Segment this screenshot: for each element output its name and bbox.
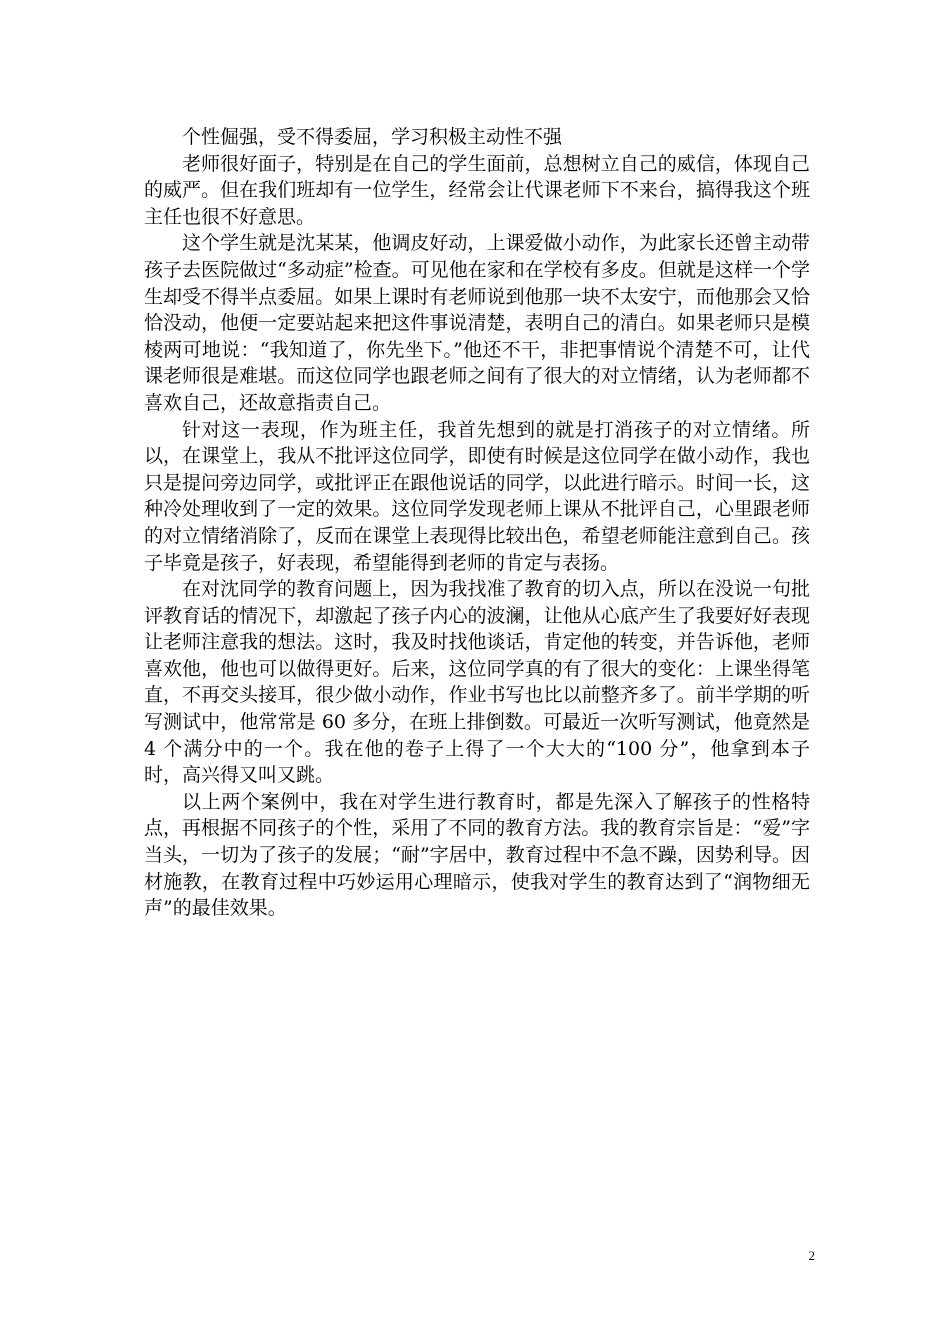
paragraph-2: 老师很好面子，特别是在自己的学生面前，总想树立自己的威信，体现自己的威严。但在我们班却有一位学生，经常会让代课老师下不来台，搞得我这个班主任也很不好意思。 bbox=[144, 152, 810, 228]
paragraph-6: 以上两个案例中，我在对学生进行教育时，都是先深入了解孩子的性格特点，再根据不同孩子的个性，采用了不同的教育方法。我的教育宗旨是：“爱”字当头，一切为了孩子的发展；“耐”字居中，教育过程中不急不躁，因势利导。因材施教，在教育过程中巧妙运用心理暗示，使我对学生的教育达到了“润物细无声”的最佳效果。 bbox=[144, 790, 810, 920]
page-number: 2 bbox=[808, 1248, 815, 1263]
document-body bbox=[144, 124, 810, 922]
paragraph-3: 这个学生就是沈某某，他调皮好动，上课爱做小动作，为此家长还曾主动带孩子去医院做过“多动症”检查。可见他在家和在学校有多皮。但就是这样一个学生却受不得半点委屈。如果上课时有老师说到他那一块不太安宁，而他那会又恰恰没动，他便一定要站起来把这件事说清楚，表明自己的清白。如果老师只是模棱两可地说：“我知道了，你先坐下。”他还不干，非把事情说个清楚不可，让代课老师很是难堪。而这位同学也跟老师之间有了很大的对立情绪，认为老师都不喜欢自己，还故意指责自己。 bbox=[144, 232, 810, 414]
paragraph-5: 在对沈同学的教育问题上，因为我找准了教育的切入点，所以在没说一句批评教育话的情况下，却激起了孩子内心的波澜，让他从心底产生了我要好好表现让老师注意我的想法。这时，我及时找他谈话，肯定他的转变，并告诉他，老师喜欢他，他也可以做得更好。后来，这位同学真的有了很大的变化：上课坐得笔直，不再交头接耳，很少做小动作，作业书写也比以前整齐多了。前半学期的听写测试中，他常常是 60 多分，在班上排倒数。可最近一次听写测试，他竟然是 4 个满分中的一个。我在他的卷子上得了一个大大的“100 分”，他拿到本子时，高兴得又叫又跳。 bbox=[144, 578, 810, 787]
paragraph-4: 针对这一表现，作为班主任，我首先想到的就是打消孩子的对立情绪。所以，在课堂上，我从不批评这位同学，即使有时候是这位同学在做小动作，我也只是提问旁边同学，或批评正在跟他说话的同学，以此进行暗示。时间一长，这种冷处理收到了一定的效果。这位同学发现老师上课从不批评自己，心里跟老师的对立情绪消除了，反而在课堂上表现得比较出色，希望老师能注意到自己。孩子毕竟是孩子，好表现，希望能得到老师的肯定与表扬。 bbox=[144, 418, 810, 574]
paragraph-1: 个性倔强，受不得委屈，学习积极主动性不强 bbox=[182, 126, 563, 148]
